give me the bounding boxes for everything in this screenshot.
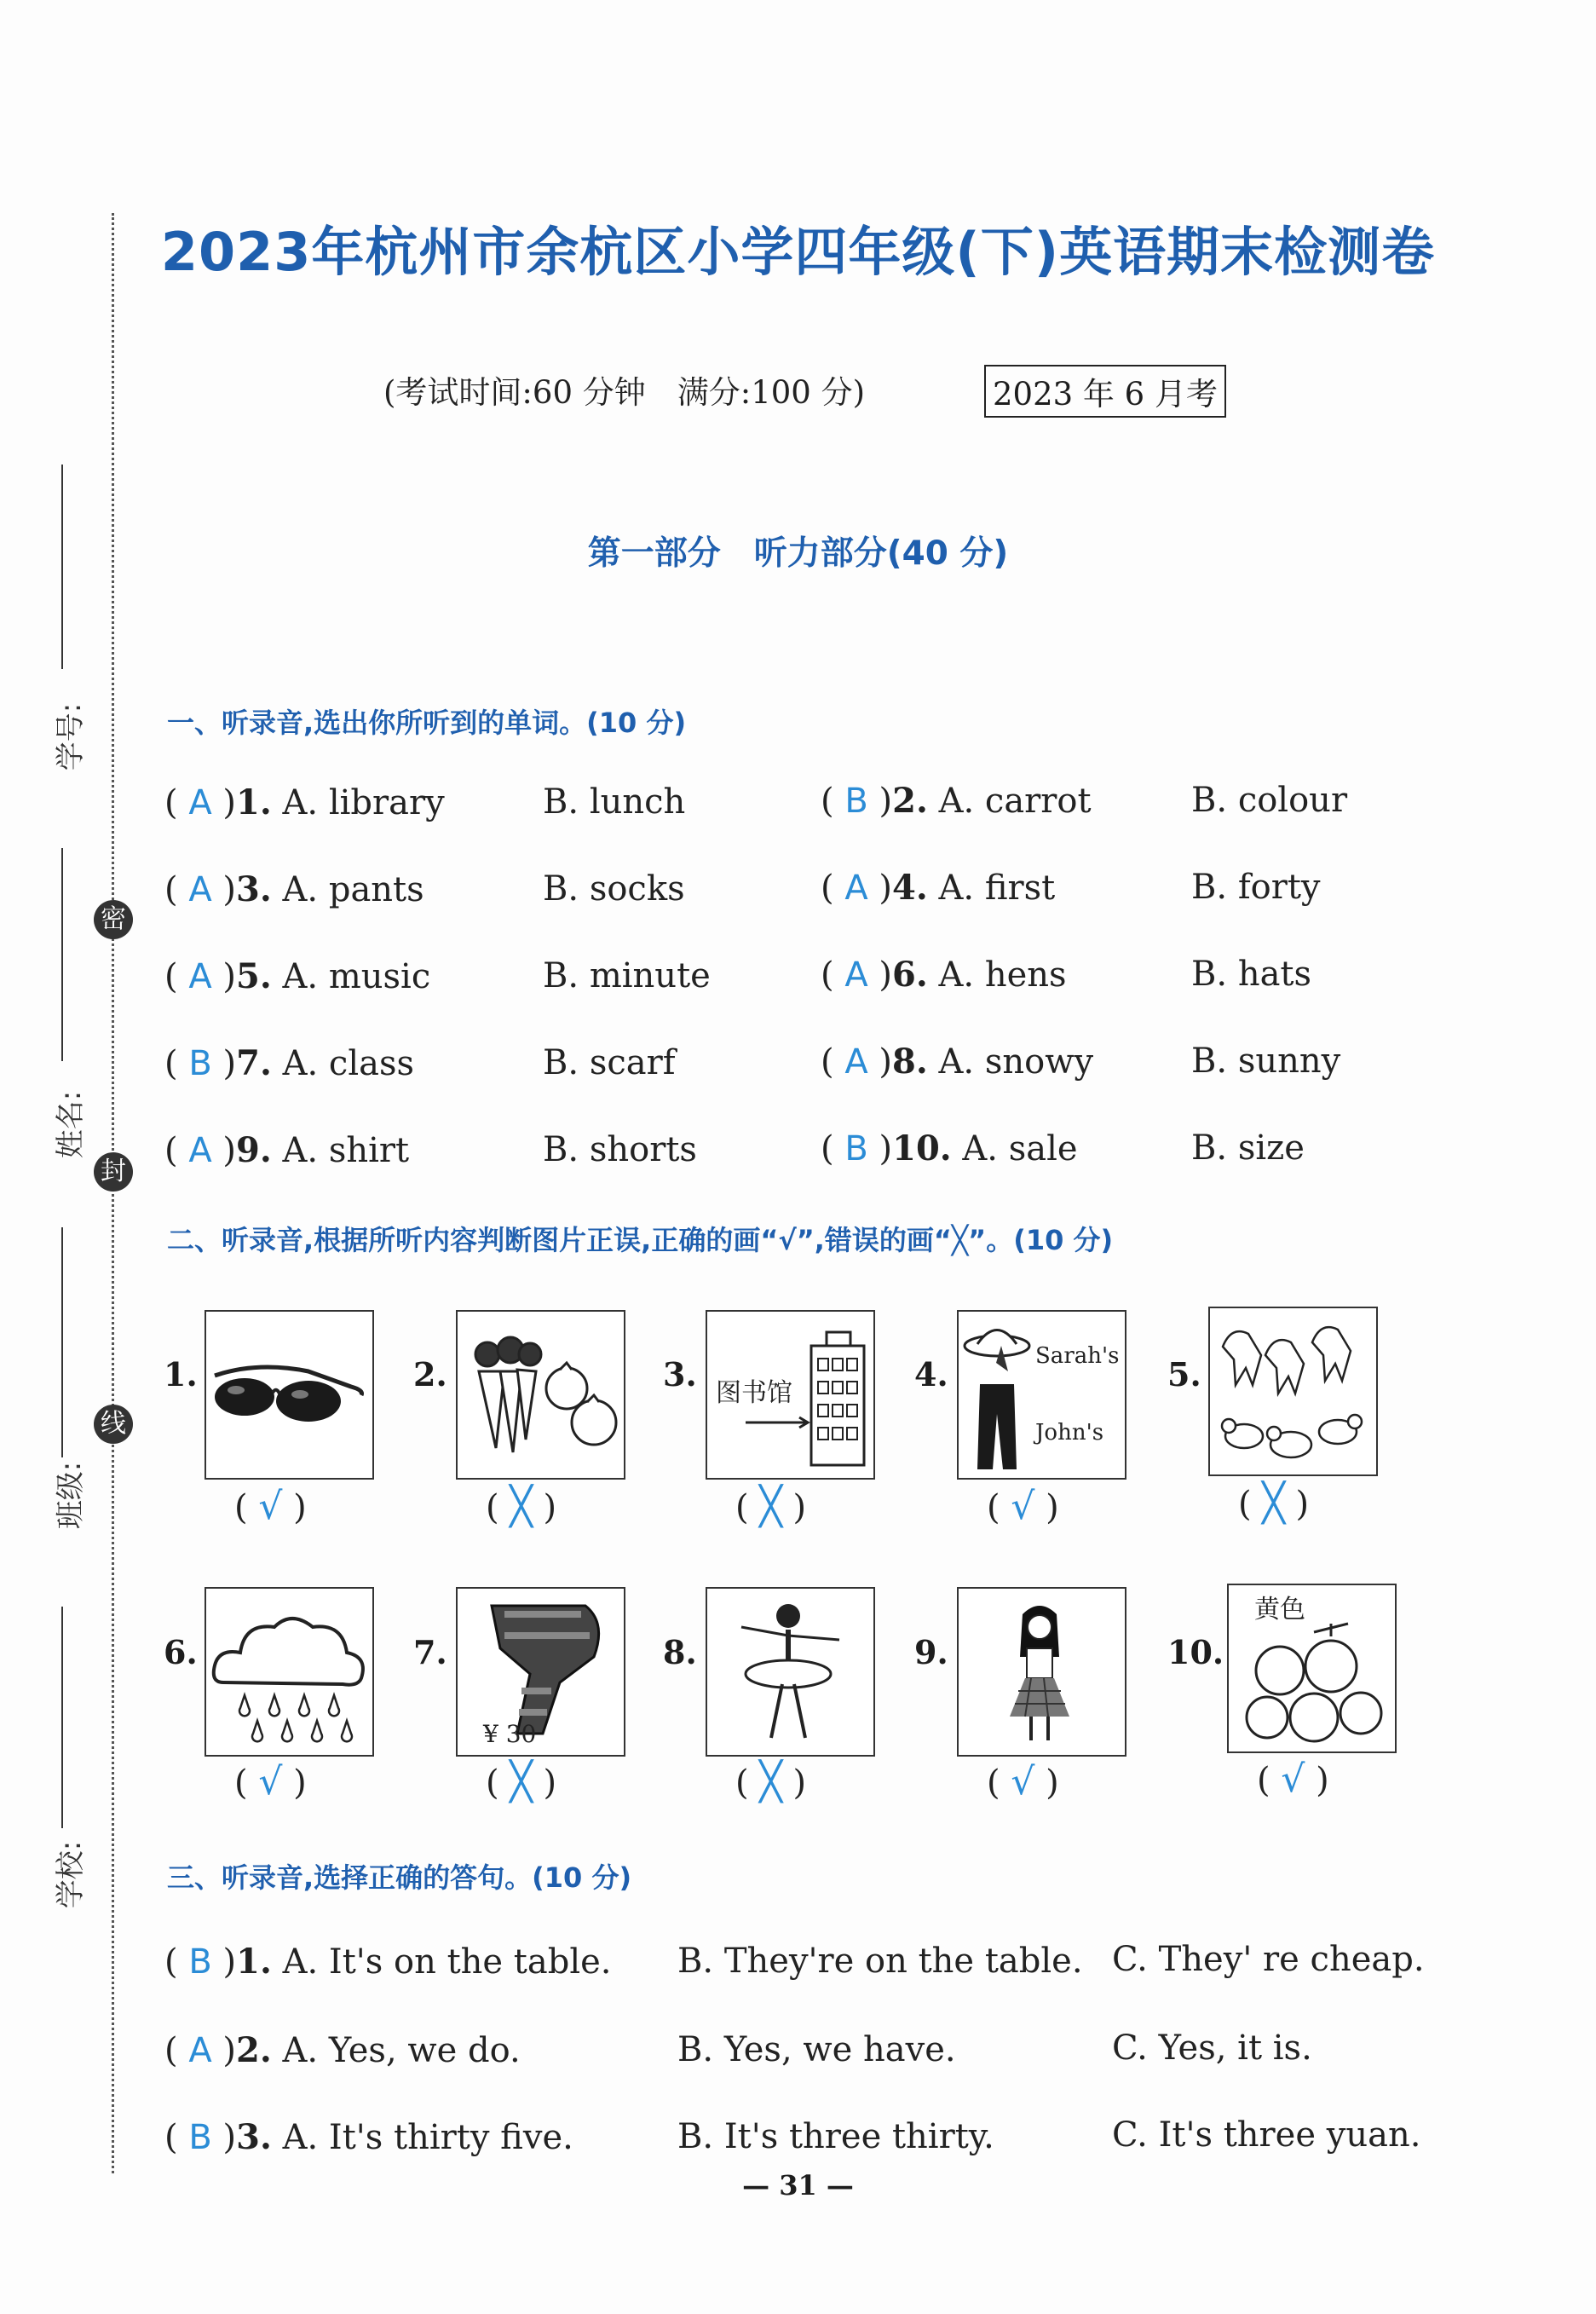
sunglasses-icon [206, 1312, 372, 1478]
library-building-icon [707, 1312, 873, 1478]
exam-info: (考试时间:60 分钟 满分:100 分) [383, 374, 866, 411]
school-label: 学校: [54, 1840, 89, 1909]
library-text: 图书馆 [716, 1378, 792, 1408]
s3-q1-answer: ( B )1. A. It's on the table. [164, 1942, 612, 1982]
horses-hens-picture [1208, 1307, 1378, 1476]
s1-question: ( A )4. A. first [821, 868, 1056, 908]
picture-number: 2. [413, 1355, 447, 1394]
mark-value: √ [1011, 1760, 1035, 1803]
answer-letter: A [844, 868, 868, 908]
picture-number: 7. [413, 1633, 447, 1671]
option-a: A. library [282, 783, 445, 822]
option-b: B. forty [1191, 868, 1321, 907]
s1-question: ( A )5. A. music [164, 956, 431, 996]
sarahs-text: Sarah's [1035, 1343, 1120, 1369]
scarf-icon [458, 1589, 624, 1755]
picture-number: 1. [164, 1355, 198, 1394]
picture-number: 9. [914, 1633, 948, 1671]
s1-question: ( A )3. A. pants [164, 869, 424, 909]
seal-xian: 线 [94, 1405, 133, 1444]
name-label: 姓名: [54, 1090, 89, 1159]
tomatoes-icon [1229, 1585, 1395, 1751]
answer-letter: A [844, 1042, 868, 1082]
option-a: A. class [282, 1044, 415, 1083]
s1-question: ( B )10. A. sale [821, 1128, 1078, 1169]
mark-value: ╳ [510, 1485, 533, 1528]
answer-mark: ( ╳ ) [1238, 1481, 1310, 1525]
rain-picture [205, 1587, 374, 1757]
dancer-picture [706, 1587, 875, 1757]
s3-q1-option-b: B. They're on the table. [677, 1942, 1083, 1981]
s1-question: ( B )2. A. carrot [821, 781, 1092, 821]
s1-question: ( A )9. A. shirt [164, 1130, 410, 1170]
option-b: B. lunch [543, 782, 686, 822]
option-a: A. first [938, 868, 1056, 908]
class-label: 班级: [54, 1461, 89, 1530]
scarf-picture [456, 1587, 625, 1757]
answer-letter: A [188, 870, 212, 909]
answer-letter: A [188, 1131, 212, 1170]
option-a: A. shirt [282, 1131, 410, 1170]
question-number: 2. [892, 781, 928, 821]
option-a: A. carrot [938, 782, 1092, 821]
mark-value: ╳ [510, 1760, 533, 1803]
page-number: — 31 — [742, 2169, 854, 2201]
answer-letter: A [188, 783, 212, 822]
picture-number: 10. [1167, 1633, 1224, 1671]
option-a: A. sale [962, 1129, 1078, 1169]
option-a: A. hens [938, 955, 1067, 995]
picture-number: 8. [663, 1633, 697, 1671]
mark-value: √ [258, 1760, 283, 1803]
mark-value: √ [1281, 1757, 1305, 1801]
option-b: B. sunny [1191, 1042, 1341, 1081]
answer-letter: B [188, 1942, 212, 1982]
s3-q1-option-c: C. They' re cheap. [1112, 1940, 1425, 1979]
school-line [61, 1607, 63, 1828]
option-a: A. snowy [938, 1042, 1094, 1082]
answer-mark: ( ╳ ) [486, 1760, 557, 1803]
answer-mark: ( √ ) [987, 1485, 1059, 1528]
price-text: ¥ 30 [483, 1720, 537, 1748]
s3-q3-option-b: B. It's three thirty. [677, 2117, 994, 2156]
hat-pants-picture [957, 1310, 1126, 1480]
question-number: 4. [892, 868, 928, 908]
answer-letter: B [844, 782, 868, 821]
answer-mark: ( ╳ ) [735, 1760, 807, 1803]
answer-mark: ( ╳ ) [735, 1485, 807, 1528]
s3-q2-option-c: C. Yes, it is. [1112, 2028, 1312, 2068]
ballet-dancer-icon [707, 1589, 873, 1755]
answer-mark: ( √ ) [987, 1760, 1059, 1803]
tomatoes-picture [1227, 1584, 1397, 1753]
question-number: 8. [892, 1042, 928, 1082]
section-two-heading: 二、听录音,根据所听内容判断图片正误,正确的画“√”,错误的画“╳”。(10 分) [167, 1224, 1114, 1256]
answer-letter: A [844, 955, 868, 995]
s3-q2-answer: ( A )2. A. Yes, we do. [164, 2030, 521, 2070]
seal-feng: 封 [94, 1152, 133, 1192]
s1-question: ( B )7. A. class [164, 1043, 415, 1083]
option-a: A. music [282, 957, 431, 996]
mark-value: ╳ [759, 1485, 782, 1528]
seal-mi: 密 [94, 900, 133, 939]
option-b: B. colour [1191, 781, 1348, 820]
answer-letter: B [188, 2118, 212, 2157]
picture-number: 4. [914, 1355, 948, 1394]
answer-letter: A [188, 2031, 212, 2070]
library-picture [706, 1310, 875, 1480]
s1-question: ( A )6. A. hens [821, 955, 1067, 995]
question-number: 6. [892, 955, 928, 995]
answer-letter: A [188, 957, 212, 996]
answer-letter: B [844, 1129, 868, 1169]
student-id-label: 学号: [54, 702, 89, 771]
mark-value: ╳ [759, 1760, 782, 1803]
answer-letter: B [188, 1044, 212, 1083]
mark-value: ╳ [1262, 1481, 1285, 1525]
mark-value: √ [1011, 1485, 1035, 1528]
class-line [61, 1227, 63, 1457]
question-number: 7. [236, 1043, 272, 1083]
picture-number: 3. [663, 1355, 697, 1394]
part-one-heading: 第一部分 听力部分(40 分) [587, 534, 1009, 573]
option-b: B. minute [543, 956, 711, 995]
hat-pants-icon [959, 1312, 1125, 1478]
option-b: B. socks [543, 869, 685, 909]
page-title: 2023年杭州市余杭区小学四年级(下)英语期末检测卷 [160, 221, 1436, 283]
question-number: 3. [236, 869, 272, 909]
exam-date: 2023 年 6 月考 [984, 365, 1226, 418]
s1-question: ( A )1. A. library [164, 782, 445, 822]
vegetables-picture [456, 1310, 625, 1480]
answer-mark: ( √ ) [234, 1485, 307, 1528]
girl-picture [957, 1587, 1126, 1757]
binding-line [112, 213, 114, 2173]
sunglasses-picture [205, 1310, 374, 1480]
answer-mark: ( ╳ ) [486, 1485, 557, 1528]
question-number: 10. [892, 1128, 952, 1169]
name-line [61, 848, 63, 1061]
picture-number: 5. [1167, 1355, 1201, 1394]
mark-value: √ [258, 1485, 283, 1528]
picture-number: 6. [164, 1633, 198, 1671]
s3-q3-option-c: C. It's three yuan. [1112, 2115, 1421, 2155]
s3-q2-option-b: B. Yes, we have. [677, 2030, 956, 2069]
question-number: 1. [236, 782, 272, 822]
question-number: 9. [236, 1130, 272, 1170]
carrots-tomatoes-icon [458, 1312, 624, 1478]
option-b: B. hats [1191, 955, 1312, 994]
question-number: 5. [236, 956, 272, 996]
option-a: A. pants [282, 870, 424, 909]
option-b: B. shorts [543, 1130, 697, 1169]
answer-mark: ( √ ) [1257, 1757, 1329, 1801]
s1-question: ( A )8. A. snowy [821, 1042, 1094, 1082]
color-text: 黄色 [1254, 1595, 1305, 1624]
s3-q3-answer: ( B )3. A. It's thirty five. [164, 2117, 573, 2157]
section-one-heading: 一、听录音,选出你所听到的单词。(10 分) [167, 707, 687, 739]
johns-text: John's [1035, 1420, 1104, 1446]
answer-mark: ( √ ) [234, 1760, 307, 1803]
section-three-heading: 三、听录音,选择正确的答句。(10 分) [167, 1861, 632, 1894]
option-b: B. size [1191, 1128, 1305, 1168]
option-b: B. scarf [543, 1043, 676, 1082]
horses-hens-icon [1210, 1308, 1376, 1474]
girl-in-skirt-icon [959, 1589, 1125, 1755]
rain-cloud-icon [206, 1589, 372, 1755]
